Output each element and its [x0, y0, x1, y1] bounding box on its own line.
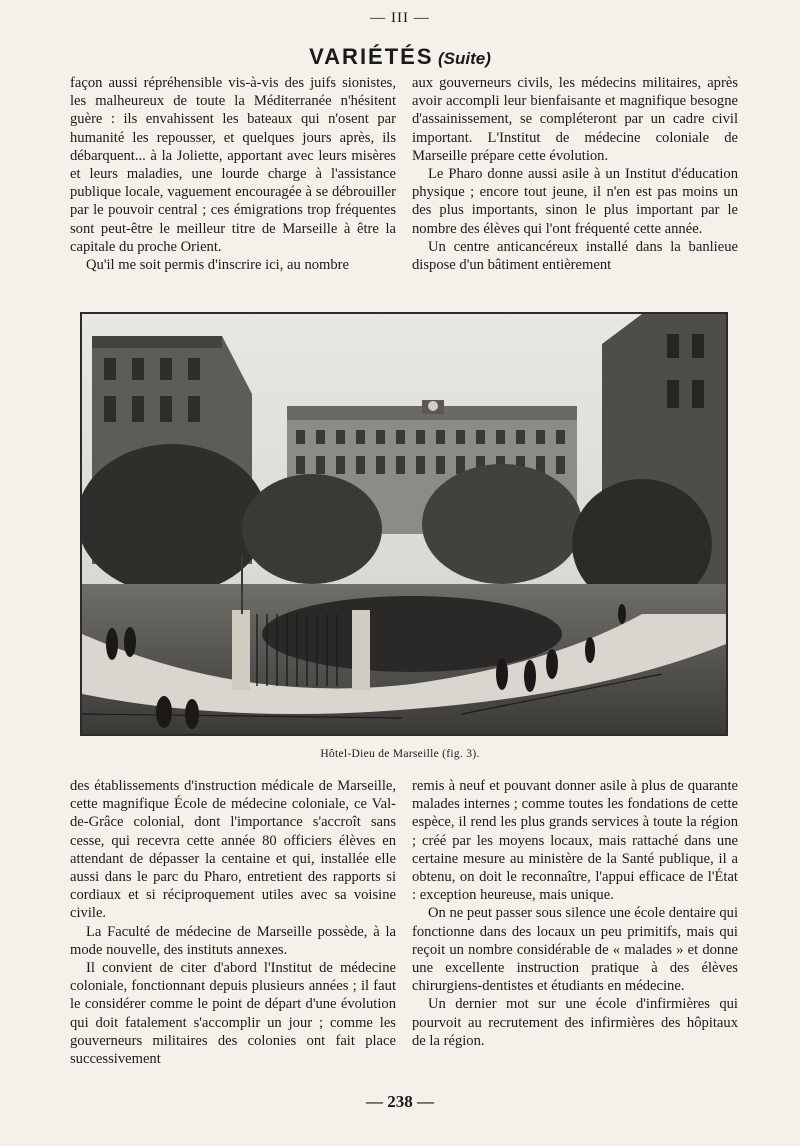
paragraph: On ne peut passer sous silence une école dentaire qui fonctionne dans des locaux un peu primitifs, mais qui reçoit un nombre considérable de « malades » et donne une excellente instruction pratique à des élèves chirurgiens-dentistes et étudiants en médecine. — [412, 905, 739, 995]
column-bottom-left — [70, 777, 396, 1068]
column-bottom-right — [412, 777, 738, 1050]
running-folio: — III — — [370, 10, 430, 26]
paragraph: Qu'il me soit permis d'inscrire ici, au nombre — [86, 257, 350, 274]
paragraph: La Faculté de médecine de Marseille possède, à la mode nouvelle, des instituts annexes. — [70, 923, 396, 958]
paragraph: remis à neuf et pouvant donner asile à plus de quarante malades internes ; comme toutes les fondations de cette espèce, il rend les plus grands services à toute la région ; créé par les moyens locaux, mais rattaché dans une certaine mesure au ministère de la Santé publique, il a obtenu, on doit le reconnaître, l'appui efficace de l'État : exception heureuse, mais unique. — [412, 778, 738, 904]
paragraph: Le Pharo donne aussi asile à un Institut d'éducation physique ; encore tout jeune, il n'en est pas moins un des plus importants, sinon le plus important par le nombre des élèves qui l'ont fréquenté cette année. — [412, 166, 738, 237]
section-subtitle: (Suite) — [437, 49, 491, 68]
page-number: — 238 — — [366, 1092, 434, 1111]
paragraph: Un dernier mot sur une école d'infirmières qui pourvoit au recrutement des infirmières des hôpitaux de la région. — [412, 996, 738, 1049]
column-top-left — [70, 74, 396, 274]
paragraph: Il convient de citer d'abord l'Institut de médecine coloniale, fonctionnant depuis plusieurs années ; il faut le considérer comme le point de départ d'une évolution qui doit fatalement s'accomplir un jour ; comme les gouverneurs militaires des colonies ont fait place successivement — [70, 960, 396, 1068]
paragraph: aux gouverneurs civils, les médecins militaires, après avoir accompli leur bienfaisante et magnifique besogne d'assainissement, se compléteront par un cadre civil important. L'Institut de médecine coloniale de Marseille prépare cette évolution. — [412, 75, 738, 164]
column-top-right — [412, 74, 738, 274]
paragraph: des établissements d'instruction médicale de Marseille, cette magnifique École de médecine coloniale, ce Val-de-Grâce colonial, dont l'importance s'accroît sans cesse, qui recevra cette année 80 officiers élèves en attendant de dépasser la centaine et qui, installée elle aussi dans le parc du Pharo, entretient des rapports si cordiaux et si réciproquement utiles avec sa voisine civile. — [70, 778, 396, 922]
paragraph: façon aussi répréhensible vis-à-vis des juifs sionistes, les malheureux de toute la Méditerranée n'hésitent guère : ils envahissent les bateaux qui n'osent par humanité les repousser, et quelques jours après, ils débarquent... à la Joliette, apportant avec leurs misères et leurs maladies, une lourde charge à l'assistance publique locale, vaguement encouragée à se débrouiller par le pouvoir central ; ces émigrations trop fréquentes sont peut-être le meilleur titre de Marseille à être la capitale du proche Orient. — [70, 75, 396, 255]
section-heading — [0, 44, 800, 70]
figure-caption: Hôtel-Dieu de Marseille (fig. 3). — [320, 748, 480, 760]
paragraph: Un centre anticancéreux installé dans la banlieue dispose d'un bâtiment entièrement — [412, 238, 738, 274]
hotel-dieu-photograph — [80, 312, 728, 736]
section-title: VARIÉTÉS — [309, 44, 434, 69]
